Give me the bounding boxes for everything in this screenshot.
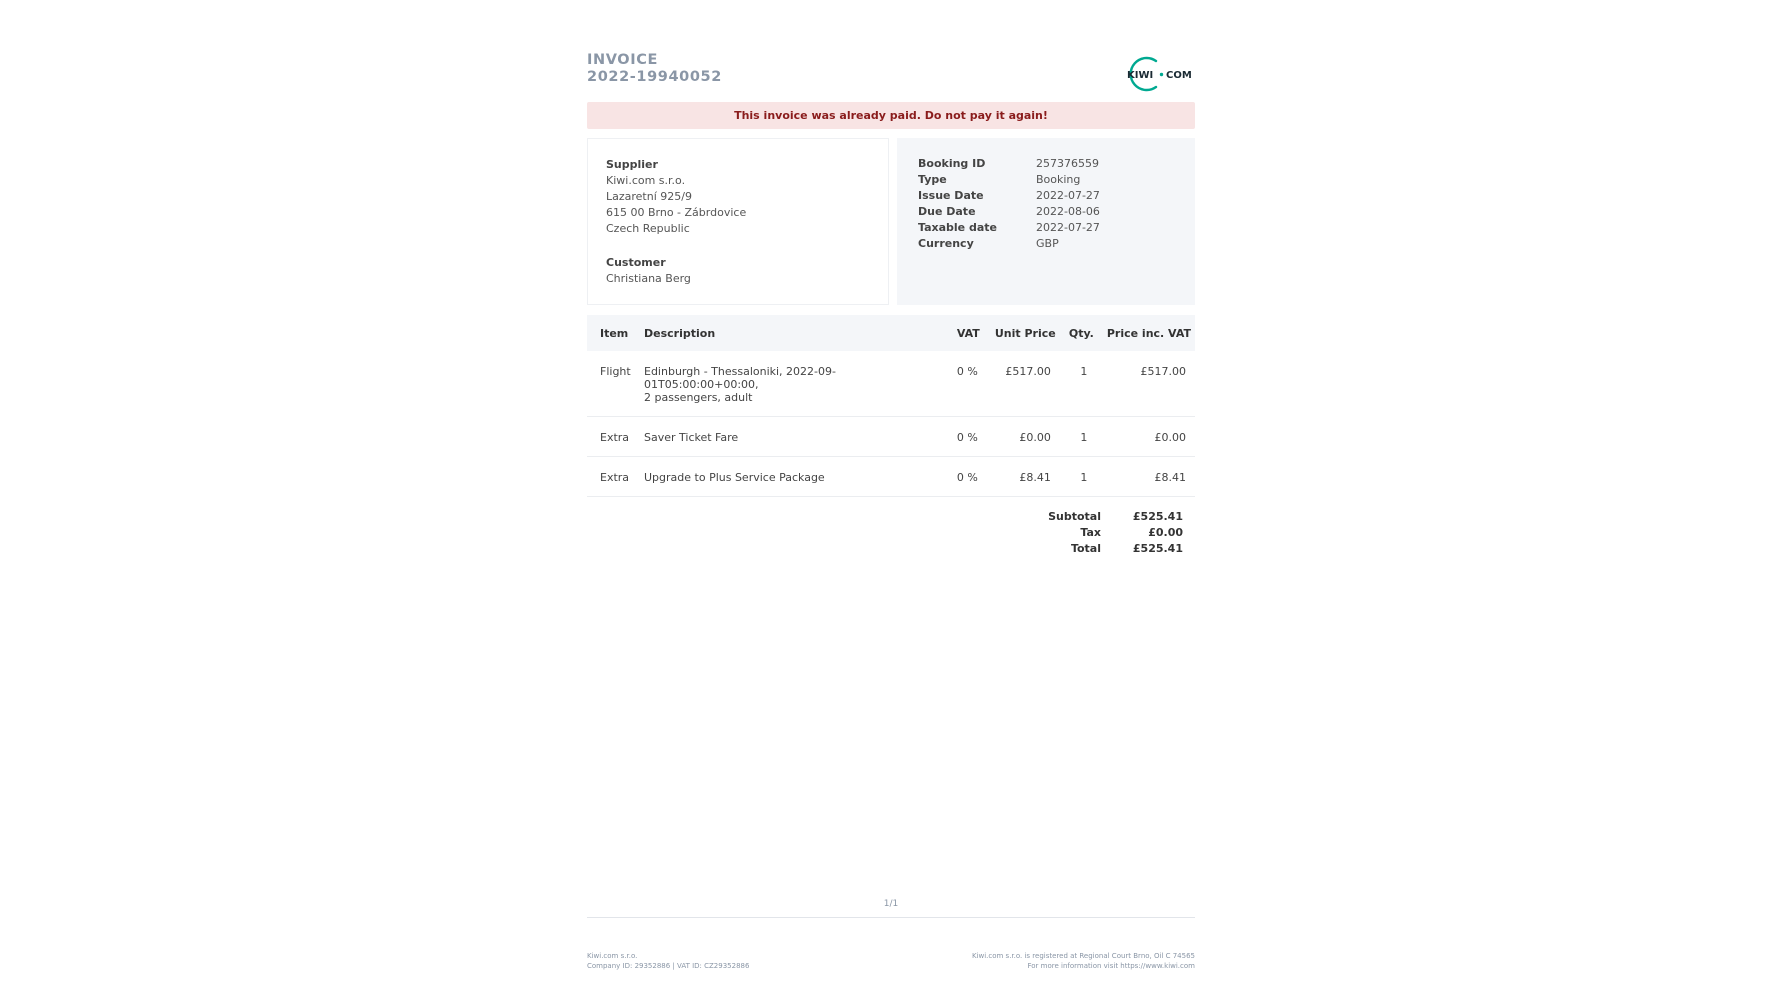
parties-box [587,138,889,305]
meta-key: Due Date [918,205,976,218]
kiwi-logo-icon [1119,55,1195,93]
table-row [587,417,1195,457]
cell-qty: 1 [1065,351,1103,417]
meta-value: GBP [1036,237,1059,250]
logo-text-kiwi: KIWI [1127,70,1154,81]
footer-registration: Kiwi.com s.r.o. is registered at Regional Court Brno, Oil C 74565 [971,952,1195,960]
supplier-city: 615 00 Brno - Zábrdovice [606,206,747,219]
meta-row-booking-id [918,156,1175,172]
line-items-table [587,315,1195,497]
booking-meta-box [897,138,1195,305]
footer-company-name: Kiwi.com s.r.o. [587,952,638,960]
description-line: 2 passengers, adult [644,391,753,404]
description-line: Upgrade to Plus Service Package [644,471,825,484]
meta-row-due-date [918,204,1175,220]
cell-unit-price: £517.00 [991,351,1065,417]
col-price-inc-vat: Price inc. VAT [1103,315,1195,351]
footer-website-link[interactable]: For more information visit https://www.kiwi.com [1027,962,1195,970]
totals-block [587,509,1195,557]
cell-price: £0.00 [1103,417,1195,457]
logo-text-com: COM [1166,70,1192,81]
meta-row-type [918,172,1175,188]
total-value: £525.41 [1132,542,1183,555]
supplier-street: Lazaretní 925/9 [606,190,692,203]
cell-unit-price: £0.00 [991,417,1065,457]
meta-value: Booking [1036,173,1081,186]
cell-price: £8.41 [1103,457,1195,497]
description-line: Saver Ticket Fare [644,431,739,444]
cell-qty: 1 [1065,457,1103,497]
customer-name: Christiana Berg [606,272,691,285]
paid-warning-banner: This invoice was already paid. Do not pay it again! [587,102,1195,129]
meta-value: 257376559 [1036,157,1099,170]
cell-vat: 0 % [953,457,991,497]
meta-key: Booking ID [918,157,986,170]
col-item: Item [587,315,640,351]
cell-vat: 0 % [953,351,991,417]
subtotal-row [587,509,1195,525]
total-key: Total [1070,542,1101,555]
cell-unit-price: £8.41 [991,457,1065,497]
logo-dot [1160,73,1163,76]
cell-item: Extra [587,457,640,497]
col-unit-price: Unit Price [991,315,1065,351]
supplier-label: Supplier [606,158,658,171]
grand-total-row [587,541,1195,557]
cell-description [640,351,953,417]
footer-legal-info [972,951,1195,971]
cell-description [640,457,953,497]
meta-key: Taxable date [918,221,997,234]
cell-price: £517.00 [1103,351,1195,417]
table-row [587,457,1195,497]
invoice-title: INVOICE [587,52,658,68]
total-value: £525.41 [1132,510,1183,523]
meta-value: 2022-08-06 [1036,205,1100,218]
invoice-number: 2022-19940052 [587,69,722,85]
table-row [587,351,1195,417]
cell-item: Flight [587,351,640,417]
meta-row-currency [918,236,1175,252]
meta-key: Issue Date [918,189,984,202]
description-line: Edinburgh - Thessaloniki, 2022-09-01T05:00:00+00:00, [644,365,836,391]
tax-row [587,525,1195,541]
col-description: Description [640,315,953,351]
customer-label: Customer [606,256,666,269]
meta-key: Currency [918,237,974,250]
invoice-header [587,52,1195,102]
meta-value: 2022-07-27 [1036,221,1100,234]
col-vat: VAT [953,315,991,351]
total-value: £0.00 [1148,526,1183,539]
meta-value: 2022-07-27 [1036,189,1100,202]
invoice-document [587,52,1195,557]
meta-row-issue-date [918,188,1175,204]
col-qty: Qty. [1065,315,1103,351]
table-header-row [587,315,1195,351]
info-section [587,138,1195,305]
cell-description [640,417,953,457]
cell-vat: 0 % [953,417,991,457]
page-number: 1/1 [883,899,899,909]
footer-company-info [587,951,749,971]
footer-divider [587,917,1195,918]
total-key: Tax [1080,526,1101,539]
meta-key: Type [918,173,947,186]
footer-company-ids: Company ID: 29352886 | VAT ID: CZ29352886 [587,962,750,970]
supplier-name: Kiwi.com s.r.o. [606,174,686,187]
meta-row-taxable-date [918,220,1175,236]
supplier-country: Czech Republic [606,222,690,235]
cell-qty: 1 [1065,417,1103,457]
total-key: Subtotal [1048,510,1101,523]
cell-item: Extra [587,417,640,457]
